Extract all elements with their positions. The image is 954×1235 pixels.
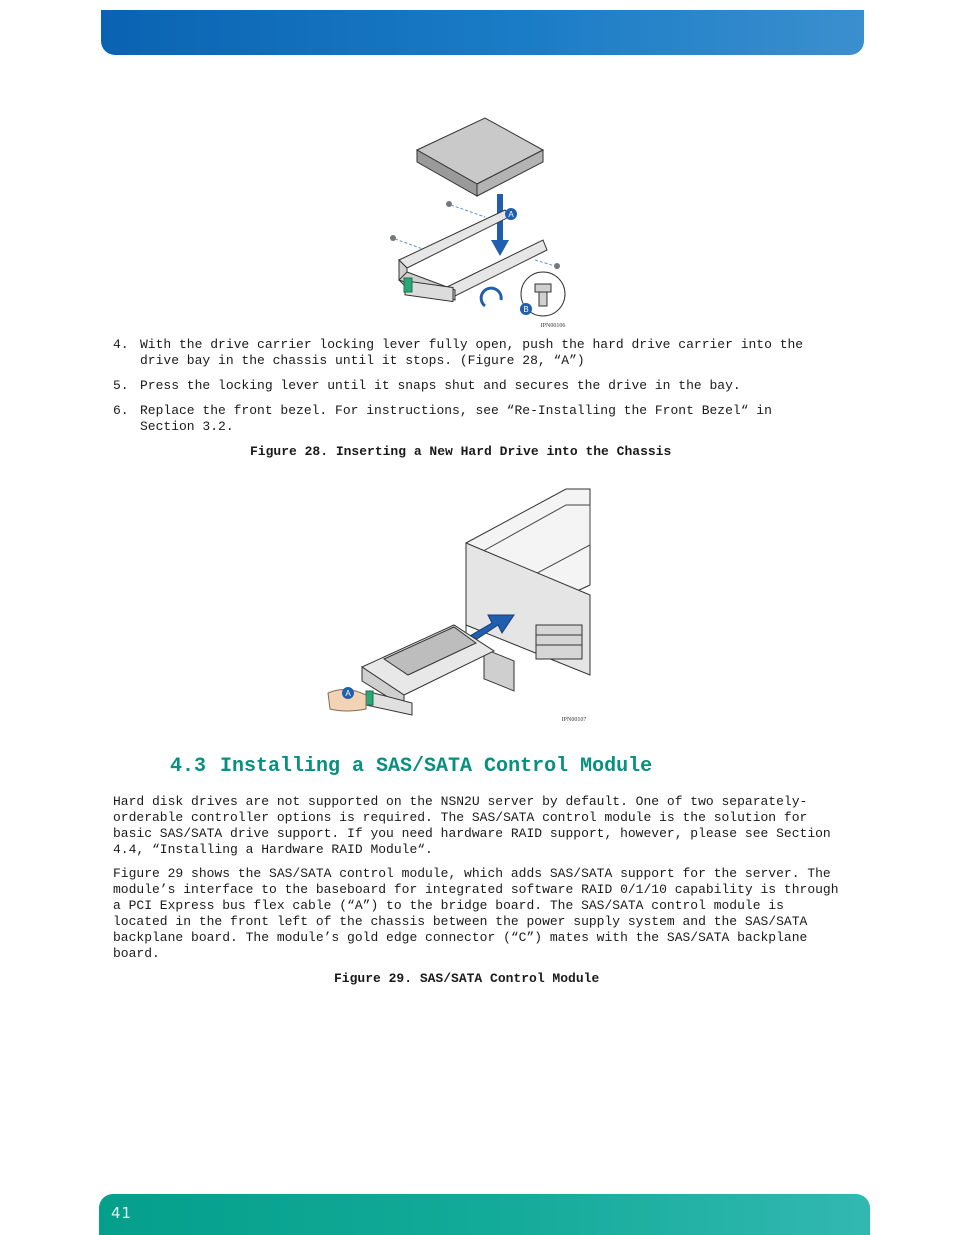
section-heading	[170, 755, 652, 778]
step-text: Press the locking lever until it snaps shut and secures the drive in the bay.	[140, 378, 741, 393]
step-text: Replace the front bezel. For instructions, see “Re-Installing the Front Bezel“ in Section 3.2.	[140, 403, 772, 434]
figure-code: IPN00106	[540, 323, 566, 329]
body-paragraph: Figure 29 shows the SAS/SATA control module, which adds SAS/SATA support for the server. The module’s interface to the baseboard for integrated software RAID 0/1/10 capability is through a PCI Express bus flex cable (“A”) to the bridge board. The SAS/SATA control module is located in the front left of the chassis between the power supply system and the SAS/SATA backplane board. The module’s gold edge connector (“C”) mates with the SAS/SATA backplane board.	[113, 866, 839, 961]
figure-29-caption: Figure 29. SAS/SATA Control Module	[334, 971, 600, 986]
drive-carrier-illustration	[385, 112, 585, 332]
callout-a-label: A	[508, 210, 514, 219]
figure-code: IPN00107	[561, 717, 587, 723]
step-item	[113, 378, 833, 394]
header-bar	[101, 10, 864, 55]
footer-bar	[99, 1194, 870, 1235]
step-item	[113, 403, 833, 435]
figure-28-caption: Figure 28. Inserting a New Hard Drive into the Chassis	[250, 444, 672, 459]
step-number: 4.	[113, 337, 129, 352]
page-number: 41	[111, 1204, 133, 1222]
step-number: 6.	[113, 403, 129, 418]
callout-a-label: A	[345, 689, 351, 698]
callout-b-label: B	[523, 305, 529, 314]
section-number: 4.3	[170, 755, 207, 778]
step-text: With the drive carrier locking lever fully open, push the hard drive carrier into the drive bay in the chassis until it stops. (Figure 28, “A”)	[140, 337, 804, 368]
body-paragraph: Hard disk drives are not supported on the NSN2U server by default. One of two separately-orderable controller options is required. The SAS/SATA control module is the solution for basic SAS/SATA drive support. If you need hardware RAID support, however, please see Section 4.4, “Installing a Hardware RAID Module“.	[113, 794, 831, 857]
instruction-steps	[113, 337, 833, 444]
step-item	[113, 337, 833, 369]
section-title: Installing a SAS/SATA Control Module	[220, 755, 653, 778]
chassis-insert-illustration	[326, 485, 596, 725]
step-number: 5.	[113, 378, 129, 393]
